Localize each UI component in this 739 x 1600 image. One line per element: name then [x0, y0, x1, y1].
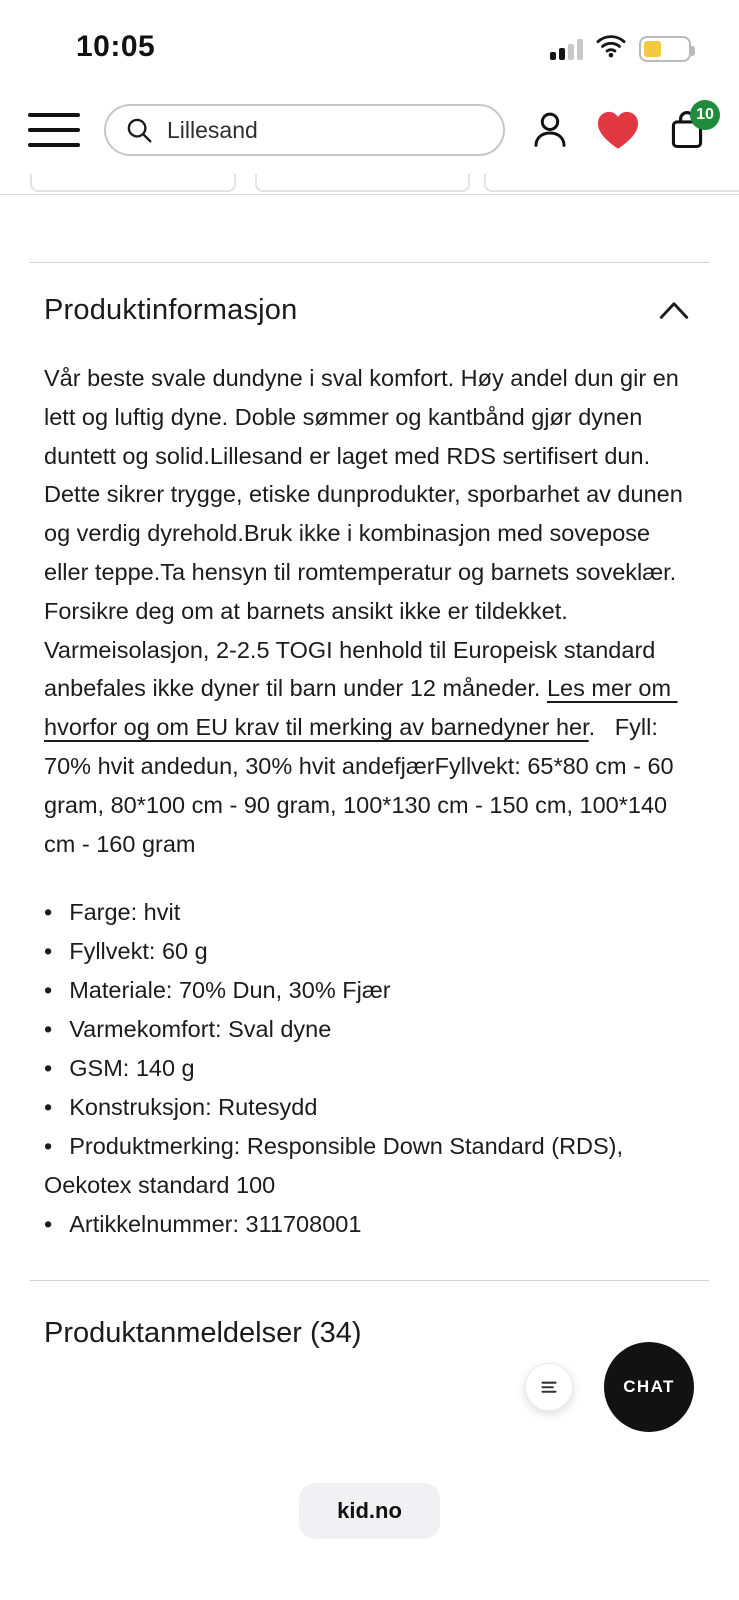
product-card[interactable] [255, 174, 470, 192]
person-icon [529, 109, 571, 151]
account-button[interactable] [529, 109, 571, 151]
product-card[interactable] [30, 174, 236, 192]
eu-label-link[interactable]: Les mer om hvorfor og om EU krav til merking av barnedyner her [44, 675, 678, 741]
description-text-1: Vår beste svale dundyne i sval komfort. Høy andel dun gir en lett og luftig dyne. Doble sømmer og kantbånd gjør dynen duntett og solid.Lillesand er laget med RDS sertifisert dun. Dette sikrer trygge, etiske dunprodukter, sporbarhet av dunen og verdig dyrehold.Bruk ikke i kombinasjon med sovepose eller teppe.Ta hensyn til romtemperatur og barnets soveklær. Forsikre deg om at barnets ansikt ikke er tildekket. Varmeisolasjon, 2-2.5 TOGI henhold til Europeisk standard anbefales ikke dyner til barn under 12 måneder. [44, 365, 690, 702]
cards-peek [0, 174, 739, 194]
status-icons [550, 34, 691, 63]
wifi-icon [595, 34, 627, 63]
menu-button[interactable] [28, 109, 80, 151]
product-card[interactable] [484, 174, 739, 192]
header-divider [0, 194, 739, 195]
battery-fill [644, 41, 661, 57]
list-lines-icon [536, 1374, 562, 1400]
spec-item-konstruksjon: • Konstruksjon: Rutesydd [44, 1088, 695, 1127]
product-description [44, 359, 695, 863]
menu-icon [28, 113, 80, 117]
spec-item-materiale: • Materiale: 70% Dun, 30% Fjær [44, 971, 695, 1010]
status-time: 10:05 [76, 30, 156, 63]
address-bar[interactable]: kid.no [299, 1483, 440, 1539]
heart-icon [595, 109, 641, 151]
spec-item-farge: • Farge: hvit [44, 893, 695, 932]
battery-icon [639, 36, 691, 62]
spec-item-fyllvekt: • Fyllvekt: 60 g [44, 932, 695, 971]
product-info-title: Produktinformasjon [44, 293, 298, 326]
spec-item-produktmerking: • Produktmerking: Responsible Down Standard (RDS), Oekotex standard 100 [44, 1127, 695, 1205]
main-content [0, 262, 739, 1350]
cellular-signal-icon [550, 38, 583, 60]
status-bar [0, 0, 739, 90]
product-info-header[interactable] [44, 293, 695, 327]
section-divider [30, 1280, 709, 1281]
product-info-section [30, 293, 709, 1244]
cart-badge: 10 [690, 100, 720, 130]
search-icon [124, 115, 154, 145]
section-divider [30, 262, 709, 263]
description-text-2: . Fyll: 70% hvit andedun, 30% hvit andefjærFyllvekt: 65*80 cm - 60 gram, 80*100 cm - 90 gram, 100*130 cm - 150 cm, 100*140 cm - 160 gram [44, 714, 681, 857]
search-value: Lillesand [167, 116, 258, 143]
spec-item-varmekomfort: • Varmekomfort: Sval dyne [44, 1010, 695, 1049]
quick-menu-button[interactable] [525, 1363, 573, 1411]
browser-bottom-bar [0, 1455, 739, 1600]
reviews-section-title[interactable]: Produktanmeldelser (34) [44, 1317, 362, 1350]
search-input[interactable] [104, 104, 505, 156]
chevron-up-icon [657, 297, 691, 323]
collapse-button[interactable] [653, 293, 695, 327]
app-header [0, 90, 739, 174]
wishlist-button[interactable] [595, 109, 641, 151]
spec-list [44, 893, 695, 1244]
cart-button[interactable] [665, 106, 714, 152]
spec-item-gsm: • GSM: 140 g [44, 1049, 695, 1088]
spec-item-artikkelnummer: • Artikkelnummer: 311708001 [44, 1205, 695, 1244]
chat-button[interactable]: CHAT [604, 1342, 694, 1432]
